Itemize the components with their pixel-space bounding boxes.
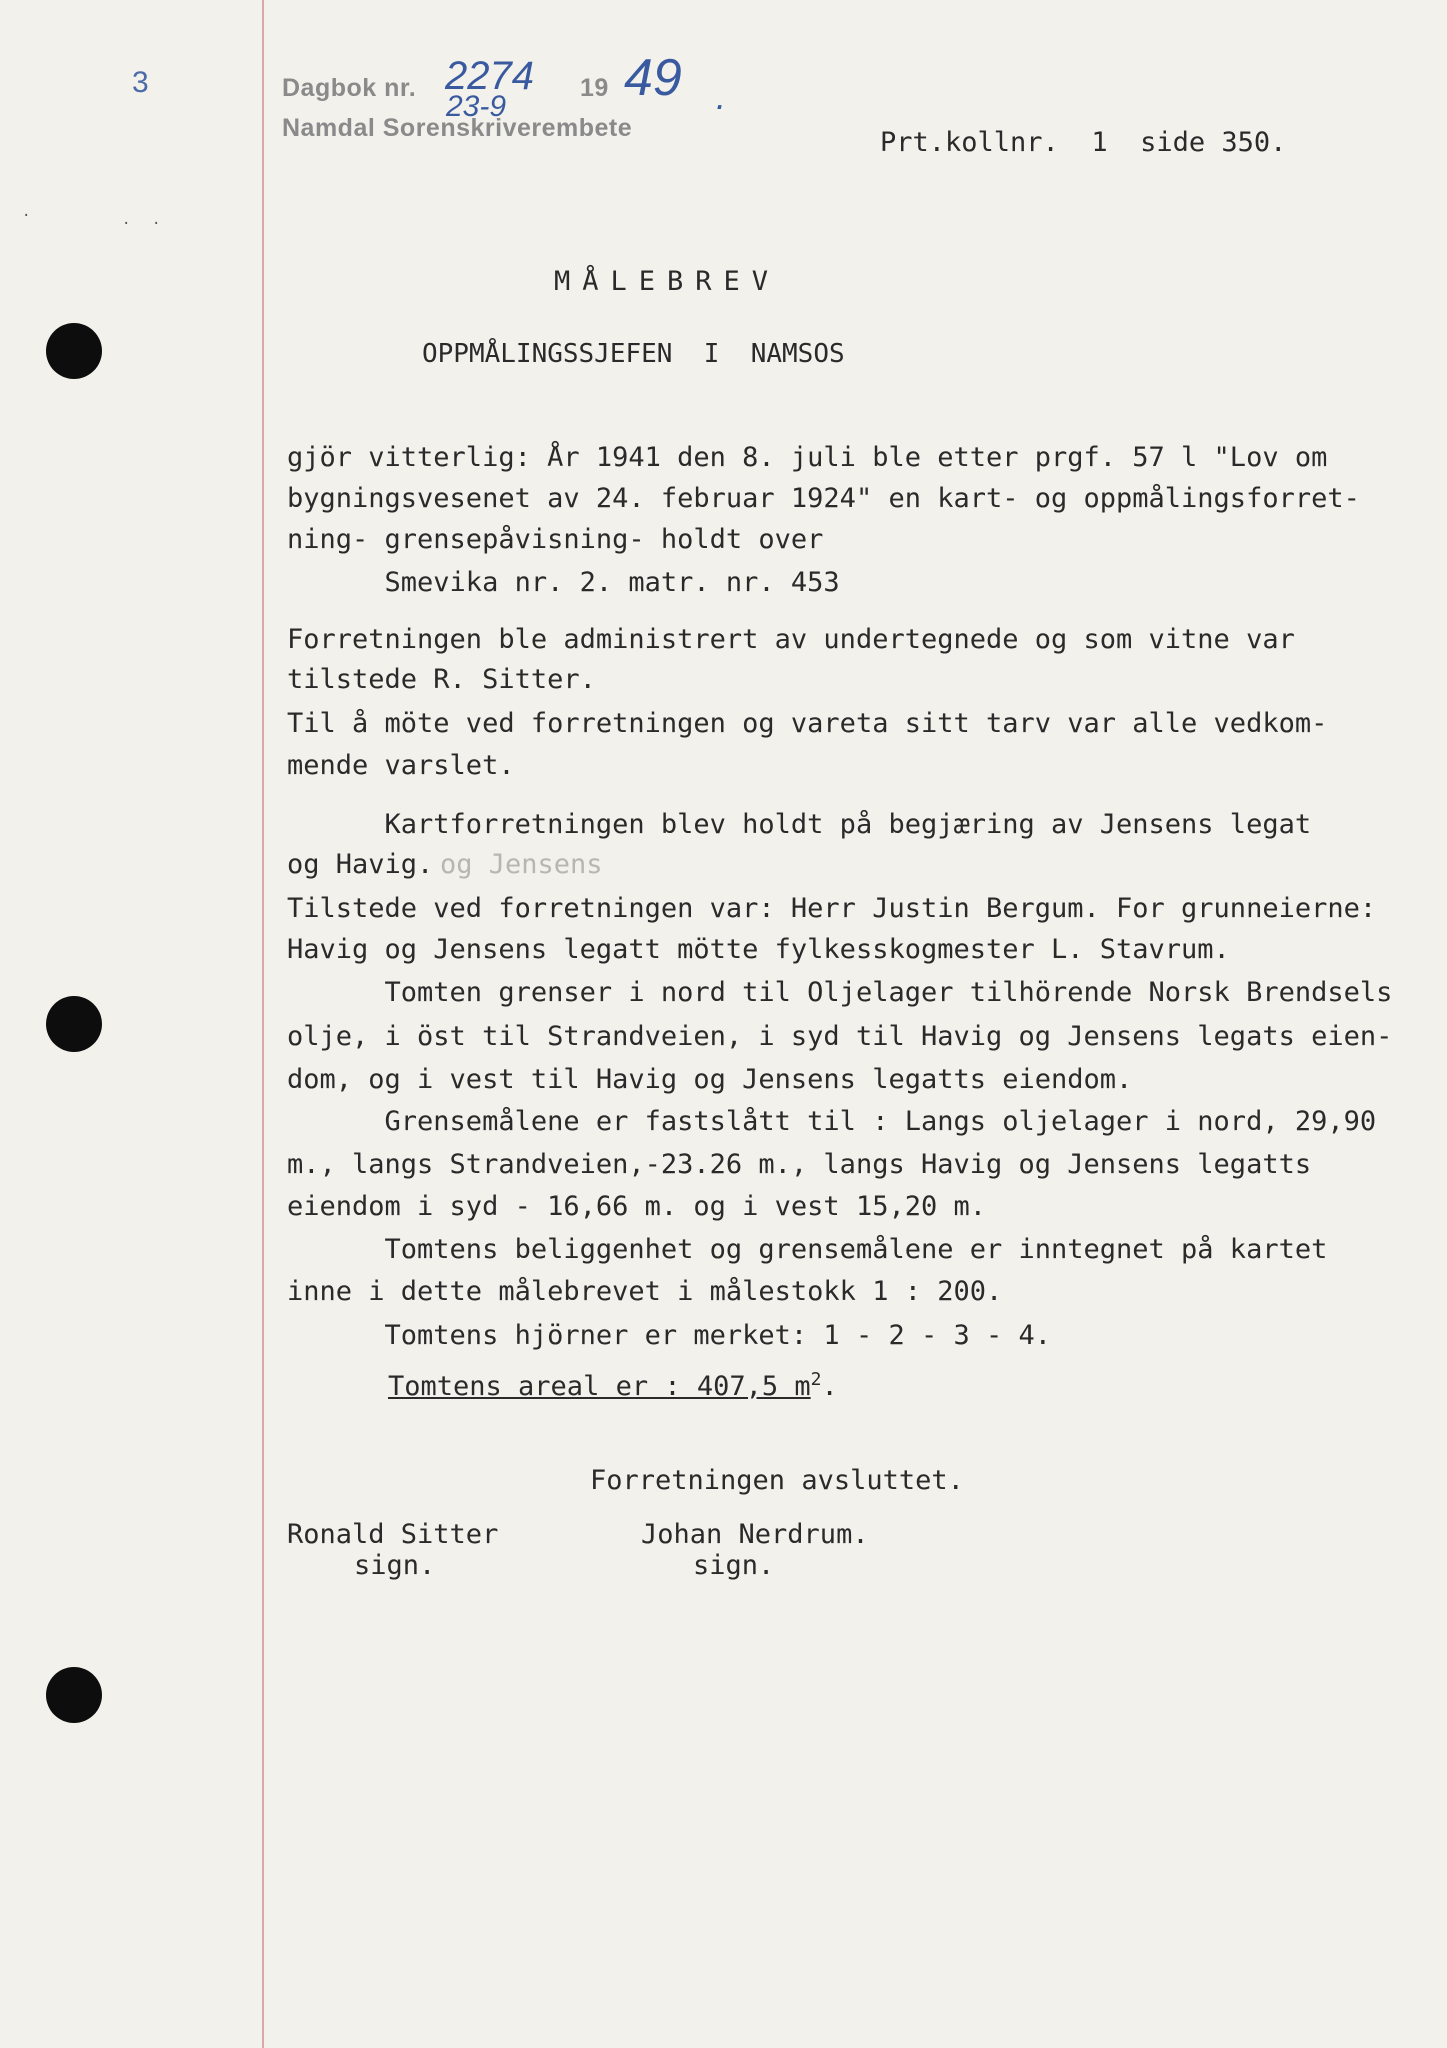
body-line: olje, i öst til Strandveien, i syd til Havig og Jensens legats eien- — [287, 1021, 1393, 1052]
year-suffix: 49 — [624, 49, 682, 107]
closing-line: Forretningen avsluttet. — [590, 1465, 964, 1496]
body-line: eiendom i syd - 16,66 m. og i vest 15,20 m. — [287, 1191, 986, 1222]
crossed-out-text: og Jensens — [440, 849, 603, 880]
margin-line — [262, 0, 264, 2048]
punch-hole — [46, 996, 102, 1052]
body-line: inne i dette målebrevet i målestokk 1 : 200. — [287, 1276, 1003, 1307]
stamp-dot: . — [716, 76, 727, 117]
punch-hole — [46, 323, 102, 379]
body-line: Tilstede ved forretningen var: Herr Justin Bergum. For grunneierne: — [287, 893, 1377, 924]
punch-hole — [46, 1667, 102, 1723]
protocol-reference: Prt.kollnr. 1 side 350. — [880, 127, 1287, 158]
body-line: gjör vitterlig: År 1941 den 8. juli ble etter prgf. 57 l "Lov om — [287, 442, 1328, 473]
margin-note: 3 — [132, 66, 149, 99]
signature-sign: sign. — [693, 1550, 775, 1581]
body-line: og Havig. — [287, 849, 434, 880]
stamp-date: 23-9 — [446, 90, 507, 123]
document-title: MÅLEBREV — [554, 266, 781, 297]
dagbok-stamp — [282, 74, 416, 103]
body-line: Til å möte ved forretningen og vareta sitt tarv var alle vedkom- — [287, 708, 1328, 739]
area-end: . — [821, 1371, 838, 1402]
stray-mark: · — [152, 216, 161, 232]
signature-name: Ronald Sitter — [287, 1519, 499, 1550]
body-line: Tomten grenser i nord til Oljelager tilhörende Norsk Brendsels — [287, 977, 1393, 1008]
signature-name: Johan Nerdrum. — [641, 1519, 869, 1550]
area-line — [388, 1364, 838, 1403]
body-line: tilstede R. Sitter. — [287, 664, 596, 695]
area-superscript: 2 — [810, 1369, 822, 1390]
signature-sign: sign. — [354, 1550, 436, 1581]
body-line: mende varslet. — [287, 750, 515, 781]
body-line: Tomtens hjörner er merket: 1 - 2 - 3 - 4. — [287, 1320, 1052, 1351]
body-line: Kartforretningen blev holdt på begjæring av Jensens legat — [287, 809, 1312, 840]
dagbok-number: 2274 — [445, 54, 534, 98]
body-line: Grensemålene er fastslått til : Langs oljelager i nord, 29,90 — [287, 1106, 1377, 1137]
dagbok-label: Dagbok nr. — [282, 74, 417, 102]
office-stamp: Namdal Sorenskriverembete — [282, 114, 633, 142]
body-line: bygningsvesenet av 24. februar 1924" en kart- og oppmålingsforret- — [287, 483, 1360, 514]
document-subtitle: OPPMÅLINGSSJEFEN I NAMSOS — [422, 339, 845, 369]
stray-mark: · — [22, 208, 31, 224]
body-line: m., langs Strandveien,-23.26 m., langs Havig og Jensens legatts — [287, 1149, 1312, 1180]
body-line: Tomtens beliggenhet og grensemålene er inntegnet på kartet — [287, 1234, 1328, 1265]
area-text: Tomtens areal er : 407,5 m — [388, 1371, 811, 1402]
body-line: Forretningen ble administrert av undertegnede og som vitne var — [287, 624, 1295, 655]
body-line: ning- grensepåvisning- holdt over — [287, 524, 824, 555]
body-line: dom, og i vest til Havig og Jensens legatts eiendom. — [287, 1064, 1133, 1095]
year-prefix: 19 — [580, 74, 609, 102]
body-line: Havig og Jensens legatt mötte fylkesskogmester L. Stavrum. — [287, 934, 1230, 965]
body-line: Smevika nr. 2. matr. nr. 453 — [287, 567, 840, 598]
stray-mark: · — [122, 216, 131, 232]
